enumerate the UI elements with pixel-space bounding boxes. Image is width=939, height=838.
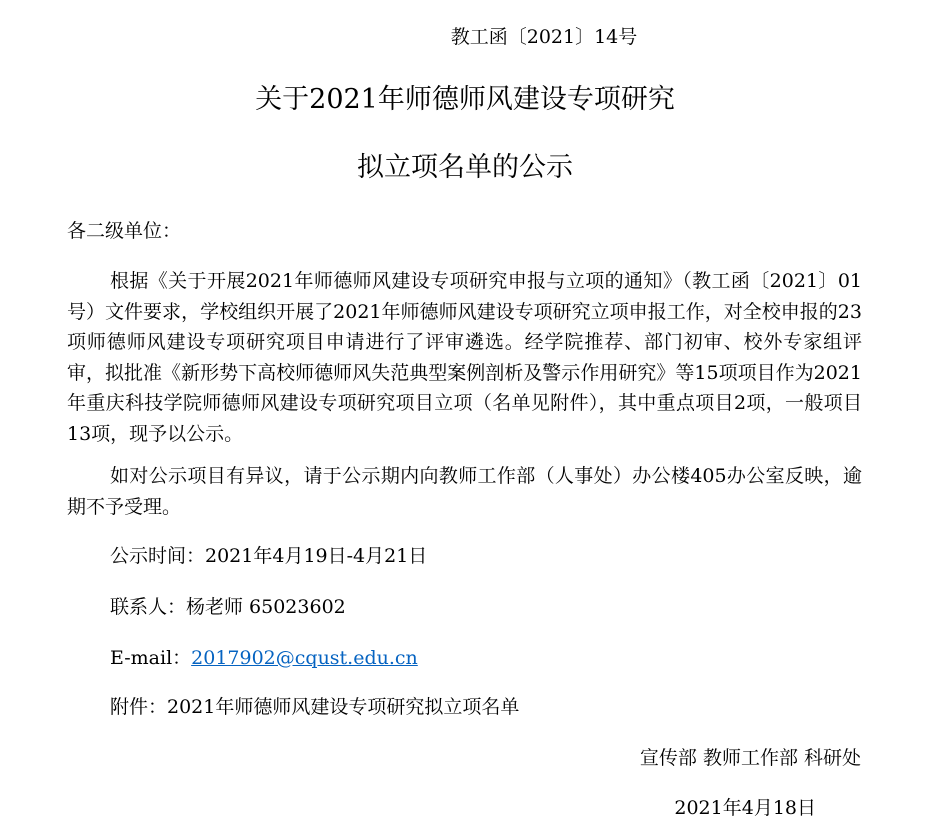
issuing-departments: 宣传部 教师工作部 科研处 bbox=[639, 747, 861, 769]
contact-person: 联系人：杨老师 65023602 bbox=[110, 596, 346, 618]
email-link[interactable]: 2017902@cqust.edu.cn bbox=[191, 647, 418, 669]
email-label: E-mail： bbox=[110, 647, 192, 669]
salutation: 各二级单位： bbox=[67, 220, 182, 242]
attachment-line: 附件：2021年师德师风建设专项研究拟立项名单 bbox=[110, 696, 520, 718]
document-number: 教工函〔2021〕14号 bbox=[450, 26, 638, 48]
document-title-line-2: 拟立项名单的公示 bbox=[357, 152, 573, 183]
announcement-period: 公示时间：2021年4月19日-4月21日 bbox=[110, 545, 428, 567]
issue-date: 2021年4月18日 bbox=[674, 797, 816, 819]
body-paragraph-2: 如对公示项目有异议，请于公示期内向教师工作部（人事处）办公楼405办公室反映，逾期不予受理。 bbox=[67, 465, 862, 518]
document-title-line-1: 关于2021年师德师风建设专项研究 bbox=[255, 84, 675, 115]
email-line bbox=[110, 643, 418, 673]
body-paragraph-1: 根据《关于开展2021年师德师风建设专项研究申报与立项的通知》（教工函〔2021〕01号）文件要求，学校组织开展了2021年师德师风建设专项研究立项申报工作，对全校申报的23项师德师风建设专项研究项目申请进行了评审遴选。经学院推荐、部门初审、校外专家组评审，拟批准《新形势下高校师德师风失范典型案例剖析及警示作用研究》等15项项目作为2021年重庆科技学院师德师风建设专项研究项目立项（名单见附件），其中重点项目2项，一般项目13项，现予以公示。 bbox=[67, 270, 862, 445]
